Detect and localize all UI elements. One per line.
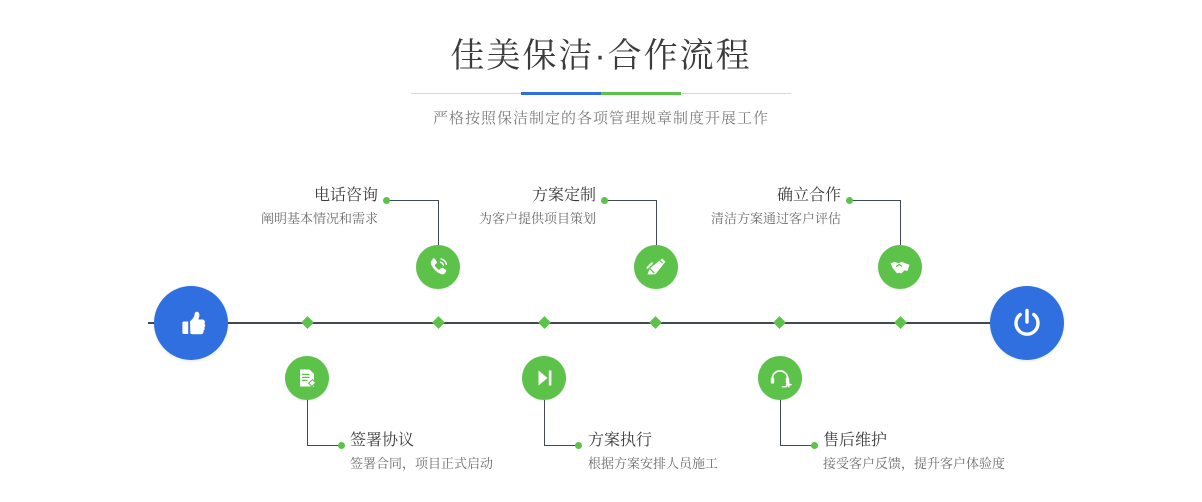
step-desc-6: 接受客户反馈，提升客户体验度 (823, 456, 1006, 471)
timeline (0, 155, 1202, 495)
axis-marker (432, 316, 445, 329)
header (0, 34, 1202, 128)
connector-dot-4 (575, 442, 582, 449)
play-forward-icon (532, 366, 556, 390)
end-endpoint (990, 286, 1064, 360)
step-label-2 (350, 430, 493, 474)
page-subtitle: 严格按照保洁制定的各项管理规章制度开展工作 (432, 110, 769, 127)
step-title-6: 售后维护 (823, 432, 888, 449)
step-title-1: 电话咨询 (313, 187, 378, 204)
divider-segment-blue (521, 92, 601, 95)
step-icon-2 (285, 356, 329, 400)
connector-horizontal-4 (544, 445, 578, 446)
title-divider (411, 92, 791, 95)
step-desc-2: 签署合同，项目正式启动 (350, 456, 494, 471)
step-title-2: 签署协议 (350, 432, 415, 449)
axis-marker (773, 316, 786, 329)
step-icon-3 (634, 245, 678, 289)
connector-vertical-4 (544, 400, 545, 445)
axis-marker (538, 316, 551, 329)
connector-vertical-2 (307, 400, 308, 445)
page-title: 佳美保洁·合作流程 (450, 37, 752, 75)
step-desc-4: 根据方案安排人员施工 (588, 456, 719, 471)
axis-marker (301, 316, 314, 329)
step-title-4: 方案执行 (588, 432, 653, 449)
connector-vertical-5 (900, 200, 901, 245)
timeline-axis (148, 322, 1054, 324)
divider-segment-green (601, 92, 681, 95)
axis-marker (649, 316, 662, 329)
step-title-5: 确立合作 (776, 187, 841, 204)
thumbs-up-icon (173, 305, 209, 341)
connector-horizontal-5 (849, 200, 901, 201)
step-desc-3: 为客户提供项目策划 (478, 211, 596, 226)
step-icon-1 (416, 245, 460, 289)
start-endpoint (154, 286, 228, 360)
phone-call-icon (426, 255, 450, 279)
step-title-3: 方案定制 (531, 187, 596, 204)
step-label-6 (823, 430, 1005, 474)
connector-horizontal-6 (780, 445, 814, 446)
handshake-icon (888, 255, 912, 279)
document-edit-icon (295, 366, 319, 390)
headset-support-icon (768, 366, 792, 390)
step-label-5 (495, 185, 841, 229)
step-icon-5 (878, 245, 922, 289)
connector-horizontal-2 (307, 445, 341, 446)
step-label-4 (588, 430, 718, 474)
connector-vertical-6 (780, 400, 781, 445)
power-icon (1008, 304, 1046, 342)
connector-dot-6 (811, 442, 818, 449)
step-icon-4 (522, 356, 566, 400)
axis-marker (894, 316, 907, 329)
step-icon-6 (758, 356, 802, 400)
pen-ruler-icon (644, 255, 668, 279)
step-desc-1: 阐明基本情况和需求 (260, 211, 378, 226)
connector-dot-2 (338, 442, 345, 449)
step-desc-5: 清洁方案通过客户评估 (710, 211, 841, 226)
connector-dot-5 (846, 197, 853, 204)
